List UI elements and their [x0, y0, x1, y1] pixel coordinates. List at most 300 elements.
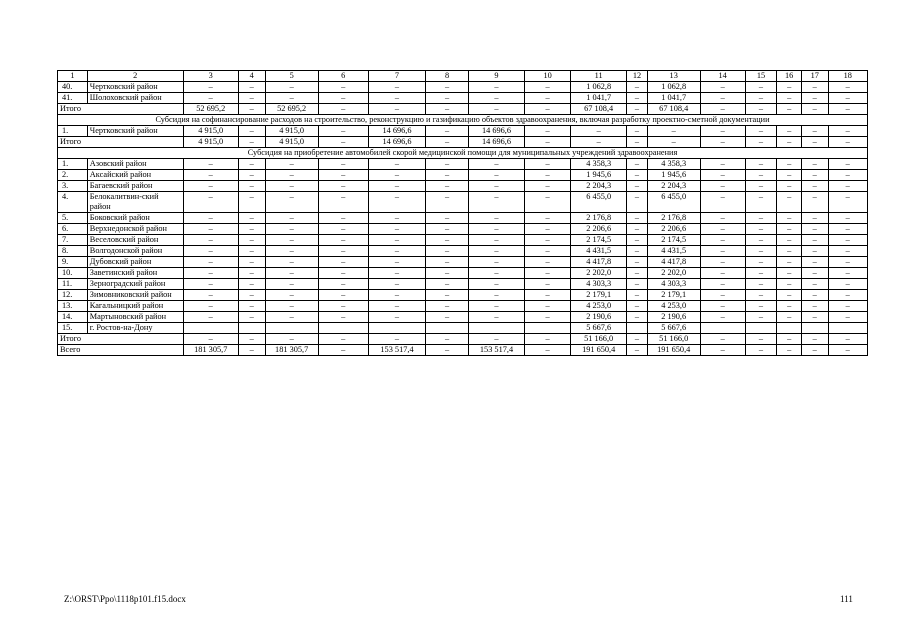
- district-name-cell: Белокалитвин-ский район: [87, 192, 183, 213]
- total-value-cell: –: [647, 137, 700, 148]
- value-cell: –: [700, 192, 745, 213]
- value-cell: –: [647, 126, 700, 137]
- total-label-cell: Всего: [58, 345, 184, 356]
- total-value-cell: –: [828, 345, 867, 356]
- value-cell: 4 303,3: [570, 279, 626, 290]
- value-cell: –: [627, 126, 647, 137]
- value-cell: 5 667,6: [570, 323, 626, 334]
- total-value-cell: –: [238, 345, 265, 356]
- value-cell: –: [777, 235, 801, 246]
- value-cell: 2 176,8: [570, 213, 626, 224]
- value-cell: [627, 323, 647, 334]
- value-cell: [183, 323, 238, 334]
- total-value-cell: –: [238, 334, 265, 345]
- value-cell: –: [627, 181, 647, 192]
- value-cell: –: [468, 82, 524, 93]
- table-row: [58, 224, 868, 235]
- value-cell: 4 417,8: [570, 257, 626, 268]
- value-cell: –: [265, 93, 318, 104]
- value-cell: –: [525, 159, 571, 170]
- value-cell: –: [318, 279, 368, 290]
- value-cell: –: [265, 257, 318, 268]
- district-name-cell: Зерноградский район: [87, 279, 183, 290]
- value-cell: [426, 323, 469, 334]
- value-cell: –: [627, 268, 647, 279]
- row-number-cell: 11.: [58, 279, 88, 290]
- total-value-cell: –: [745, 137, 777, 148]
- value-cell: –: [801, 301, 828, 312]
- value-cell: –: [525, 82, 571, 93]
- value-cell: –: [525, 224, 571, 235]
- total-value-cell: –: [700, 345, 745, 356]
- value-cell: –: [468, 246, 524, 257]
- value-cell: –: [777, 82, 801, 93]
- total-value-cell: –: [801, 104, 828, 115]
- value-cell: –: [318, 93, 368, 104]
- value-cell: –: [745, 279, 777, 290]
- value-cell: [801, 323, 828, 334]
- column-number-cell: 14: [700, 71, 745, 82]
- value-cell: –: [525, 312, 571, 323]
- total-value-cell: 4 915,0: [183, 137, 238, 148]
- value-cell: –: [627, 246, 647, 257]
- total-row: [58, 345, 868, 356]
- value-cell: –: [745, 170, 777, 181]
- total-value-cell: 181 305,7: [183, 345, 238, 356]
- value-cell: –: [777, 126, 801, 137]
- total-value-cell: –: [570, 137, 626, 148]
- value-cell: –: [828, 159, 867, 170]
- value-cell: –: [828, 235, 867, 246]
- column-number-cell: 4: [238, 71, 265, 82]
- column-number-cell: 15: [745, 71, 777, 82]
- total-value-cell: –: [525, 334, 571, 345]
- value-cell: –: [265, 268, 318, 279]
- table-row: [58, 268, 868, 279]
- value-cell: –: [777, 246, 801, 257]
- value-cell: –: [426, 301, 469, 312]
- total-value-cell: –: [828, 137, 867, 148]
- total-label-cell: Итого: [58, 137, 184, 148]
- value-cell: –: [801, 235, 828, 246]
- value-cell: –: [426, 235, 469, 246]
- value-cell: –: [801, 82, 828, 93]
- row-number-cell: 13.: [58, 301, 88, 312]
- value-cell: –: [368, 82, 425, 93]
- value-cell: –: [265, 246, 318, 257]
- district-name-cell: Мартыновский район: [87, 312, 183, 323]
- district-name-cell: Веселовский район: [87, 235, 183, 246]
- value-cell: –: [238, 268, 265, 279]
- value-cell: –: [368, 235, 425, 246]
- value-cell: –: [700, 93, 745, 104]
- section-heading-cell: Субсидия на приобретение автомобилей скорой медицинской помощи для муниципальных учреждений здравоохранения: [58, 148, 868, 159]
- total-value-cell: 67 108,4: [647, 104, 700, 115]
- total-value-cell: –: [801, 345, 828, 356]
- value-cell: –: [426, 213, 469, 224]
- value-cell: 4 431,5: [570, 246, 626, 257]
- table-row: [58, 246, 868, 257]
- value-cell: –: [426, 312, 469, 323]
- value-cell: –: [426, 290, 469, 301]
- district-name-cell: Шолоховский район: [87, 93, 183, 104]
- value-cell: –: [525, 93, 571, 104]
- table-header-row: [58, 71, 868, 82]
- total-value-cell: –: [745, 334, 777, 345]
- value-cell: –: [525, 170, 571, 181]
- value-cell: –: [828, 82, 867, 93]
- value-cell: 4 358,3: [570, 159, 626, 170]
- value-cell: 2 202,0: [647, 268, 700, 279]
- value-cell: –: [627, 290, 647, 301]
- value-cell: –: [777, 268, 801, 279]
- value-cell: –: [183, 170, 238, 181]
- value-cell: –: [238, 279, 265, 290]
- value-cell: –: [238, 312, 265, 323]
- total-value-cell: 52 695,2: [265, 104, 318, 115]
- value-cell: –: [828, 290, 867, 301]
- value-cell: –: [426, 224, 469, 235]
- value-cell: 2 206,6: [647, 224, 700, 235]
- value-cell: –: [368, 268, 425, 279]
- total-value-cell: –: [525, 345, 571, 356]
- value-cell: –: [801, 246, 828, 257]
- value-cell: –: [426, 268, 469, 279]
- value-cell: –: [183, 279, 238, 290]
- total-value-cell: –: [318, 104, 368, 115]
- column-number-cell: 11: [570, 71, 626, 82]
- footer-file-path: Z:\ORST\Ppo\1118p101.f15.docx: [64, 594, 186, 604]
- column-number-cell: 6: [318, 71, 368, 82]
- value-cell: –: [700, 257, 745, 268]
- value-cell: 4 303,3: [647, 279, 700, 290]
- value-cell: 2 179,1: [647, 290, 700, 301]
- value-cell: –: [238, 192, 265, 213]
- section-heading-row: [58, 148, 868, 159]
- value-cell: –: [777, 279, 801, 290]
- column-number-cell: 2: [87, 71, 183, 82]
- total-value-cell: –: [801, 334, 828, 345]
- value-cell: –: [238, 82, 265, 93]
- value-cell: –: [318, 192, 368, 213]
- value-cell: 4 253,0: [647, 301, 700, 312]
- value-cell: –: [265, 181, 318, 192]
- row-number-cell: 10.: [58, 268, 88, 279]
- row-number-cell: 2.: [58, 170, 88, 181]
- column-number-cell: 8: [426, 71, 469, 82]
- value-cell: –: [265, 213, 318, 224]
- value-cell: 4 253,0: [570, 301, 626, 312]
- district-name-cell: Аксайский район: [87, 170, 183, 181]
- value-cell: –: [426, 82, 469, 93]
- district-name-cell: Боковский район: [87, 213, 183, 224]
- total-value-cell: 4 915,0: [265, 137, 318, 148]
- table-row: [58, 192, 868, 213]
- column-number-cell: 7: [368, 71, 425, 82]
- value-cell: –: [318, 213, 368, 224]
- value-cell: –: [801, 159, 828, 170]
- value-cell: –: [265, 192, 318, 213]
- value-cell: –: [468, 257, 524, 268]
- table-row: [58, 213, 868, 224]
- value-cell: –: [183, 312, 238, 323]
- value-cell: –: [368, 213, 425, 224]
- value-cell: –: [426, 257, 469, 268]
- value-cell: –: [801, 181, 828, 192]
- value-cell: –: [700, 246, 745, 257]
- value-cell: –: [183, 159, 238, 170]
- total-value-cell: –: [777, 334, 801, 345]
- value-cell: 2 176,8: [647, 213, 700, 224]
- value-cell: –: [525, 192, 571, 213]
- total-value-cell: 52 695,2: [183, 104, 238, 115]
- value-cell: 2 179,1: [570, 290, 626, 301]
- value-cell: –: [183, 224, 238, 235]
- value-cell: –: [525, 301, 571, 312]
- value-cell: –: [777, 159, 801, 170]
- value-cell: –: [318, 235, 368, 246]
- total-value-cell: –: [368, 334, 425, 345]
- row-number-cell: 9.: [58, 257, 88, 268]
- total-value-cell: –: [525, 104, 571, 115]
- value-cell: 4 358,3: [647, 159, 700, 170]
- value-cell: –: [265, 235, 318, 246]
- total-value-cell: 191 650,4: [570, 345, 626, 356]
- value-cell: –: [183, 192, 238, 213]
- value-cell: –: [238, 93, 265, 104]
- total-value-cell: –: [238, 137, 265, 148]
- value-cell: –: [426, 181, 469, 192]
- value-cell: –: [265, 224, 318, 235]
- value-cell: 4 431,5: [647, 246, 700, 257]
- value-cell: –: [777, 192, 801, 213]
- value-cell: –: [745, 246, 777, 257]
- value-cell: 1 062,8: [647, 82, 700, 93]
- value-cell: –: [318, 257, 368, 268]
- value-cell: [468, 323, 524, 334]
- value-cell: –: [745, 126, 777, 137]
- row-number-cell: 12.: [58, 290, 88, 301]
- value-cell: –: [828, 312, 867, 323]
- table-body: [58, 71, 868, 356]
- value-cell: –: [801, 126, 828, 137]
- total-value-cell: –: [627, 345, 647, 356]
- value-cell: –: [745, 312, 777, 323]
- value-cell: –: [238, 181, 265, 192]
- value-cell: –: [318, 301, 368, 312]
- column-number-cell: 1: [58, 71, 88, 82]
- value-cell: –: [627, 93, 647, 104]
- value-cell: –: [777, 290, 801, 301]
- table-row: [58, 290, 868, 301]
- value-cell: –: [183, 181, 238, 192]
- value-cell: –: [627, 82, 647, 93]
- value-cell: –: [700, 290, 745, 301]
- value-cell: –: [468, 301, 524, 312]
- value-cell: [700, 323, 745, 334]
- column-number-cell: 9: [468, 71, 524, 82]
- value-cell: –: [368, 312, 425, 323]
- row-number-cell: 7.: [58, 235, 88, 246]
- total-value-cell: –: [627, 104, 647, 115]
- total-value-cell: –: [426, 137, 469, 148]
- district-name-cell: Дубовский район: [87, 257, 183, 268]
- value-cell: –: [777, 301, 801, 312]
- table-row: [58, 301, 868, 312]
- value-cell: –: [627, 213, 647, 224]
- value-cell: –: [468, 224, 524, 235]
- value-cell: –: [468, 93, 524, 104]
- value-cell: –: [828, 126, 867, 137]
- value-cell: –: [745, 235, 777, 246]
- value-cell: –: [700, 82, 745, 93]
- column-number-cell: 5: [265, 71, 318, 82]
- value-cell: –: [700, 301, 745, 312]
- total-value-cell: –: [700, 137, 745, 148]
- value-cell: 5 667,6: [647, 323, 700, 334]
- value-cell: –: [745, 192, 777, 213]
- value-cell: 1 945,6: [570, 170, 626, 181]
- column-number-cell: 10: [525, 71, 571, 82]
- total-value-cell: –: [745, 345, 777, 356]
- value-cell: –: [368, 290, 425, 301]
- table-row: [58, 170, 868, 181]
- table-row: [58, 159, 868, 170]
- value-cell: [525, 323, 571, 334]
- value-cell: –: [238, 290, 265, 301]
- value-cell: –: [828, 279, 867, 290]
- value-cell: –: [777, 312, 801, 323]
- total-row: [58, 137, 868, 148]
- value-cell: –: [525, 213, 571, 224]
- total-value-cell: –: [828, 104, 867, 115]
- value-cell: –: [700, 213, 745, 224]
- column-number-cell: 17: [801, 71, 828, 82]
- value-cell: –: [525, 279, 571, 290]
- total-value-cell: 51 166,0: [570, 334, 626, 345]
- value-cell: –: [745, 268, 777, 279]
- table-row: [58, 312, 868, 323]
- value-cell: 4 915,0: [265, 126, 318, 137]
- value-cell: –: [801, 224, 828, 235]
- value-cell: 2 174,5: [570, 235, 626, 246]
- value-cell: –: [318, 246, 368, 257]
- district-name-cell: Кагальницкий район: [87, 301, 183, 312]
- value-cell: –: [700, 268, 745, 279]
- value-cell: –: [525, 235, 571, 246]
- value-cell: –: [828, 224, 867, 235]
- value-cell: –: [468, 170, 524, 181]
- value-cell: –: [627, 279, 647, 290]
- district-name-cell: Чертковский район: [87, 126, 183, 137]
- total-value-cell: 153 517,4: [368, 345, 425, 356]
- value-cell: –: [468, 312, 524, 323]
- total-value-cell: –: [700, 334, 745, 345]
- district-name-cell: Волгодонской район: [87, 246, 183, 257]
- value-cell: 1 041,7: [570, 93, 626, 104]
- value-cell: –: [777, 181, 801, 192]
- value-cell: [318, 323, 368, 334]
- value-cell: –: [318, 224, 368, 235]
- value-cell: –: [468, 268, 524, 279]
- value-cell: –: [801, 290, 828, 301]
- value-cell: –: [426, 246, 469, 257]
- value-cell: –: [777, 224, 801, 235]
- total-row: [58, 334, 868, 345]
- total-value-cell: 181 305,7: [265, 345, 318, 356]
- total-value-cell: –: [426, 104, 469, 115]
- value-cell: –: [265, 312, 318, 323]
- row-number-cell: 6.: [58, 224, 88, 235]
- value-cell: –: [627, 170, 647, 181]
- value-cell: [238, 323, 265, 334]
- district-name-cell: Зимовниковский район: [87, 290, 183, 301]
- total-value-cell: –: [265, 334, 318, 345]
- total-row: [58, 104, 868, 115]
- value-cell: –: [468, 235, 524, 246]
- value-cell: –: [238, 224, 265, 235]
- value-cell: –: [183, 82, 238, 93]
- row-number-cell: 1.: [58, 126, 88, 137]
- row-number-cell: 3.: [58, 181, 88, 192]
- value-cell: –: [238, 170, 265, 181]
- value-cell: 14 696,6: [468, 126, 524, 137]
- value-cell: –: [318, 126, 368, 137]
- value-cell: 2 204,3: [647, 181, 700, 192]
- value-cell: –: [745, 213, 777, 224]
- value-cell: –: [777, 213, 801, 224]
- value-cell: 6 455,0: [570, 192, 626, 213]
- row-number-cell: 5.: [58, 213, 88, 224]
- value-cell: –: [745, 301, 777, 312]
- value-cell: –: [238, 213, 265, 224]
- value-cell: –: [265, 159, 318, 170]
- value-cell: –: [183, 93, 238, 104]
- total-value-cell: –: [627, 137, 647, 148]
- value-cell: –: [368, 93, 425, 104]
- value-cell: –: [368, 224, 425, 235]
- value-cell: –: [238, 246, 265, 257]
- value-cell: –: [368, 301, 425, 312]
- district-name-cell: г. Ростов-на-Дону: [87, 323, 183, 334]
- value-cell: –: [318, 170, 368, 181]
- column-number-cell: 13: [647, 71, 700, 82]
- value-cell: –: [627, 257, 647, 268]
- value-cell: –: [183, 246, 238, 257]
- value-cell: –: [745, 224, 777, 235]
- subsidy-table: [57, 70, 868, 356]
- section-heading-row: [58, 115, 868, 126]
- value-cell: 2 204,3: [570, 181, 626, 192]
- total-value-cell: 51 166,0: [647, 334, 700, 345]
- value-cell: –: [318, 290, 368, 301]
- value-cell: –: [801, 257, 828, 268]
- total-value-cell: 153 517,4: [468, 345, 524, 356]
- row-number-cell: 14.: [58, 312, 88, 323]
- total-value-cell: –: [468, 104, 524, 115]
- value-cell: –: [828, 192, 867, 213]
- value-cell: –: [745, 159, 777, 170]
- value-cell: –: [183, 213, 238, 224]
- value-cell: –: [426, 192, 469, 213]
- district-name-cell: Верхнедонской район: [87, 224, 183, 235]
- value-cell: –: [570, 126, 626, 137]
- value-cell: 1 041,7: [647, 93, 700, 104]
- value-cell: 6 455,0: [647, 192, 700, 213]
- value-cell: –: [238, 159, 265, 170]
- value-cell: –: [183, 257, 238, 268]
- value-cell: –: [265, 279, 318, 290]
